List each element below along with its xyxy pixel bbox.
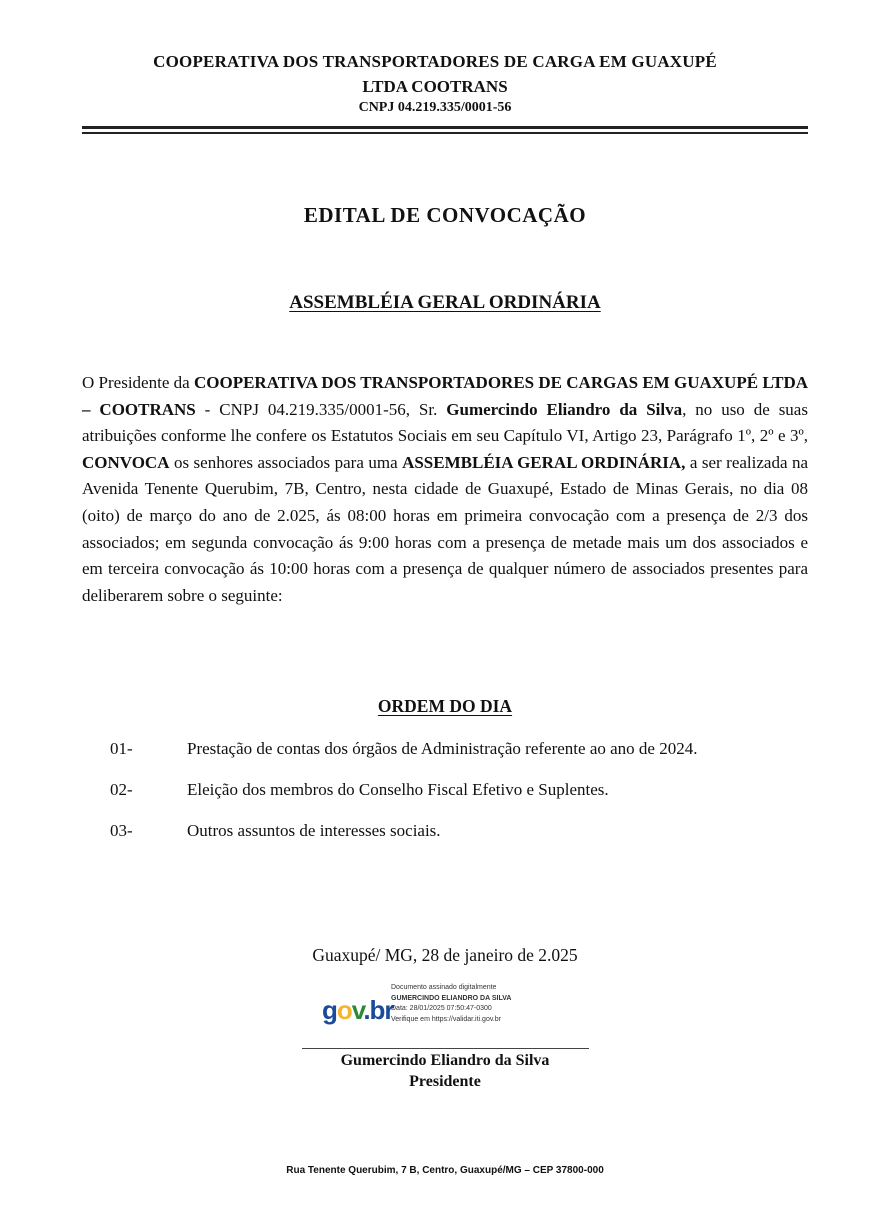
convocation-paragraph [82, 370, 808, 609]
body-text-1: O Presidente da [82, 373, 194, 392]
body-text-2: - CNPJ 04.219.335/0001-56, Sr. [195, 399, 447, 419]
body-bold-president: Gumercindo Eliandro da Silva [446, 399, 683, 419]
signatory-name: Gumercindo Eliandro da Silva [340, 1052, 550, 1069]
footer-address: Rua Tenente Querubim, 7 B, Centro, Guaxupé/MG – CEP 37800-000 [286, 1165, 604, 1176]
subtitle-text: ASSEMBLÉIA GERAL ORDINÁRIA [289, 292, 601, 313]
document-title: EDITAL DE CONVOCAÇÃO [303, 203, 587, 227]
organization-cnpj: CNPJ 04.219.335/0001-56 [358, 100, 512, 115]
agenda-item-text: Outros assuntos de interesses sociais. [187, 821, 441, 840]
agenda-item-number: 02- [110, 780, 133, 799]
body-bold-assembly: ASSEMBLÉIA GERAL ORDINÁRIA, [402, 452, 686, 472]
agenda-heading [0, 696, 870, 717]
govbr-logo-icon: gov.br [322, 995, 394, 1025]
body-text-5: a ser realizada na Avenida Tenente Querubim, 7B, Centro, nesta cidade de Guaxupé, Estado de Minas Gerais, no dia 08 (oito) de março do ano de 2.025, ás 08:00 horas em primeira convocação com a presença de 2/3 dos associados; em segunda convocação ás 9:00 horas com a presença de metade mais um dos associados e em terceira convocação ás 10:00 horas com a presença de qualquer número de associados presentes para deliberarem sobre o seguinte: [82, 452, 808, 605]
header-divider-thin [82, 132, 808, 134]
agenda-heading-text: ORDEM DO DIA [377, 696, 513, 716]
organization-name-line2: LTDA COOTRANS [362, 77, 508, 96]
body-text-3: , no uso de suas atribuições conforme lhe confere os Estatutos Sociais em seu Capítulo VI, Artigo 23, Parágrafo 1º, 2º e 3º, [82, 399, 808, 446]
digital-signature-stamp [322, 983, 552, 1031]
body-bold-convoca: CONVOCA [82, 452, 170, 472]
signatory-role: Presidente [409, 1073, 481, 1090]
signature-line [302, 1048, 589, 1049]
signature-verify-link[interactable]: Verifique em https://validar.iti.gov.br [391, 1015, 501, 1023]
signature-details [391, 983, 511, 1025]
agenda-item-text: Prestação de contas dos órgãos de Administração referente ao ano de 2024. [187, 739, 698, 758]
document-subtitle [0, 292, 870, 314]
body-text-4: os senhores associados para uma [169, 452, 403, 472]
organization-name: COOPERATIVA DOS TRANSPORTADORES DE CARGA EM GUAXUPÉ [153, 52, 717, 71]
signature-date: Data: 28/01/2025 07:50:47-0300 [391, 1005, 492, 1012]
signature-caption: Documento assinado digitalmente [391, 984, 497, 991]
agenda-item-text: Eleição dos membros do Conselho Fiscal Efetivo e Suplentes. [187, 780, 609, 799]
place-and-date: Guaxupé/ MG, 28 de janeiro de 2.025 [312, 945, 578, 965]
agenda-item-number: 01- [110, 739, 133, 758]
agenda-item-number: 03- [110, 821, 133, 840]
signature-signer-name: GUMERCINDO ELIANDRO DA SILVA [391, 994, 512, 1002]
header-divider-thick [82, 126, 808, 129]
body-bold-cooperative: COOPERATIVA DOS TRANSPORTADORES DE CARGAS EM GUAXUPÉ LTDA – COOTRANS [82, 373, 809, 419]
